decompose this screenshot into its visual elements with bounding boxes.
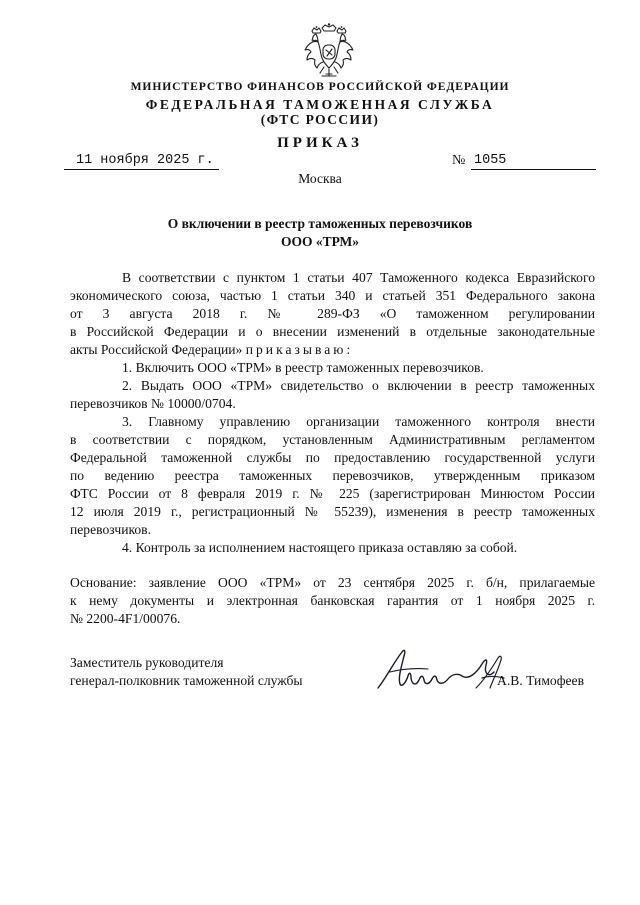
item-3-line: 3. Главному управлению организации таможенного контроля внести bbox=[122, 414, 595, 429]
signatory-name: А.В. Тимофеев bbox=[497, 673, 585, 688]
item-3-line: перевозчиков. bbox=[70, 522, 151, 537]
intro-last-text: акты Российской Федерации» bbox=[70, 342, 243, 357]
body-line: в Российской Федерации и о внесении изменений в отдельные законодательные bbox=[70, 324, 595, 339]
signatory-position-line-2: генерал-полковник таможенной службы bbox=[70, 673, 303, 688]
item-3-line: ФТС России от 8 февраля 2019 г. № 225 (зарегистрирован Минюстом России bbox=[70, 486, 595, 501]
item-3-line: по ведению реестра таможенных перевозчиков, утвержденным приказом bbox=[70, 468, 595, 483]
basis-block bbox=[70, 574, 595, 628]
number-sign: № bbox=[452, 153, 466, 168]
double-headed-eagle-emblem-icon bbox=[302, 22, 356, 80]
item-4: 4. Контроль за исполнением настоящего приказа оставляю за собой. bbox=[122, 540, 518, 555]
order-body bbox=[70, 269, 595, 557]
item-3-line: в соответствии с порядком, установленным Административным регламентом bbox=[70, 432, 595, 447]
item-3-line: Федеральной таможенной службы по предоставлению государственной услуги bbox=[70, 450, 595, 465]
signatory-position bbox=[70, 654, 303, 690]
document-type: ПРИКАЗ bbox=[277, 135, 363, 151]
order-title-line-1: О включении в реестр таможенных перевозчиков bbox=[167, 216, 473, 231]
body-line: В соответствии с пунктом 1 статьи 407 Таможенного кодекса Евразийского bbox=[122, 270, 595, 285]
city: Москва bbox=[298, 171, 342, 186]
decree-word: приказываю: bbox=[245, 342, 354, 357]
signatory-position-line-1: Заместитель руководителя bbox=[70, 655, 224, 670]
order-number: 1055 bbox=[471, 153, 596, 170]
item-2-line: перевозчиков № 10000/0704. bbox=[70, 396, 236, 411]
basis-line: Основание: заявление ООО «ТРМ» от 23 сентября 2025 г. б/н, прилагаемые bbox=[70, 575, 595, 590]
item-3-line: 12 июля 2019 г., регистрационный № 55239), изменения в реестр таможенных bbox=[70, 504, 595, 519]
service-name: ФЕДЕРАЛЬНАЯ ТАМОЖЕННАЯ СЛУЖБА bbox=[145, 97, 495, 112]
item-2-line: 2. Выдать ООО «ТРМ» свидетельство о включении в реестр таможенных bbox=[122, 378, 595, 393]
item-1: 1. Включить ООО «ТРМ» в реестр таможенных перевозчиков. bbox=[122, 360, 484, 375]
basis-line: к нему документы и электронная банковская гарантия от 1 ноября 2025 г. bbox=[70, 593, 595, 608]
order-date: 11 ноября 2025 г. bbox=[64, 153, 219, 170]
body-line-decree bbox=[70, 341, 595, 359]
service-short-name: (ФТС РОССИИ) bbox=[260, 112, 380, 127]
body-line: от 3 августа 2018 г. № 289-ФЗ «О таможенном регулировании bbox=[70, 306, 595, 321]
ministry-name: МИНИСТЕРСТВО ФИНАНСОВ РОССИЙСКОЙ ФЕДЕРАЦИИ bbox=[130, 80, 510, 93]
basis-line: № 2200-4F1/00076. bbox=[70, 611, 181, 626]
body-line: экономического союза, частью 1 статьи 340 и статьей 351 Федерального закона bbox=[70, 288, 595, 303]
order-title-line-2: ООО «ТРМ» bbox=[280, 234, 360, 249]
